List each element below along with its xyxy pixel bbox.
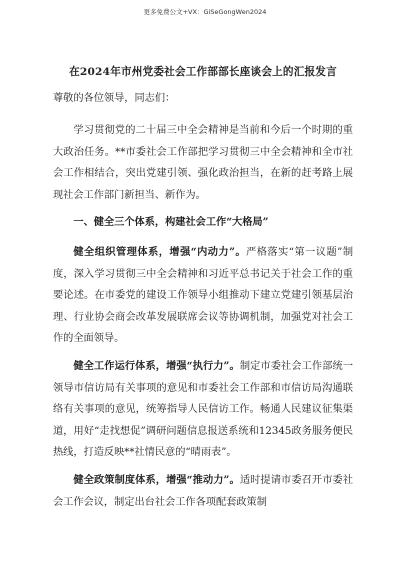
paragraph-lead: 健全工作运行体系，增强“执行力”。 xyxy=(73,359,240,372)
paragraph-organization-system xyxy=(53,242,353,350)
header-note: 更多免费公文+VX：GiSeGongWen2024 xyxy=(143,8,267,16)
paragraph-lead: 健全组织管理体系，增强“内动力”。 xyxy=(73,245,247,258)
section-heading-1: 一、健全三个体系，构建社会工作“大格局” xyxy=(73,216,269,229)
document-body xyxy=(53,64,353,519)
paragraph-operation-system xyxy=(53,356,353,464)
paragraph-lead: 健全政策制度体系，增强“推动力”。 xyxy=(73,473,240,486)
paragraph-text: 适时提请市委召开市委社会工作会议，制定出台社会工作各项配套政策制 xyxy=(53,474,354,508)
paragraph-text: 制定市委社会工作部统一领导市信访局有关事项的意见和市委社会工作部和市信访局沟通联络有关事项的意见，统筹指导人民信访工作。畅通人民建议征集渠道，用好“走找想促”调研问题信息报送系统和12345政务服务便民热线，打造反映**社情民意的“晴雨表”。 xyxy=(53,360,354,459)
document-title: 在2024年市州党委社会工作部部长座谈会上的汇报发言 xyxy=(69,66,337,78)
paragraph-text: 严格落实“第一议题”制度，深入学习贯彻三中全会精神和习近平总书记关于社会工作的重要论述。在市委党的建设工作领导小组推动下建立党建引领基层治理、行业协会商会改革发展联席会议等协调机制，加强党对社会工作的全面领导。 xyxy=(53,246,353,345)
intro-paragraph: 学习贯彻党的二十届三中全会精神是当前和今后一个时期的重大政治任务。**市委社会工作部把学习贯彻三中全会精神和全市社会工作相结合，突出党建引领、强化政治担当，在新的赶考路上展现社会工作部门新担当、新作为。 xyxy=(53,125,353,201)
salutation: 尊敬的各位领导，同志们： xyxy=(53,93,176,104)
paragraph-policy-system xyxy=(53,470,353,513)
